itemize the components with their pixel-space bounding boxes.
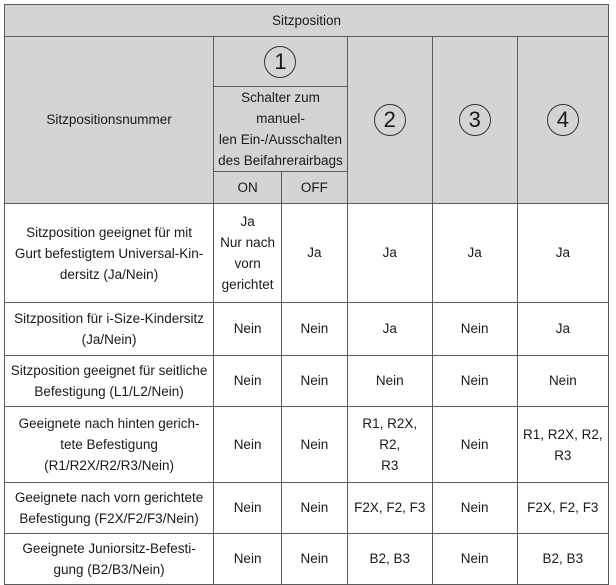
position-1-off-cell: Nein [282, 534, 348, 585]
row-label-line: gung (B2/B3/Nein) [53, 562, 165, 577]
cell-line: R1, R2X, R2, [362, 416, 418, 452]
row-label-line: Geeignete Juniorsitz-Befesti- [22, 541, 196, 556]
row-label-line: tete Befestigung [60, 437, 158, 452]
cell-line: R3 [381, 458, 399, 473]
table-row [5, 483, 609, 534]
off-header: OFF [282, 172, 348, 204]
position-1-on-cell [214, 356, 282, 407]
cell-line: B2, B3 [542, 551, 584, 566]
position-3-header [432, 37, 517, 204]
row-label-line: (R1/R2X/R2/R3/Nein) [44, 458, 174, 473]
position-2-circle: 2 [374, 104, 406, 136]
position-3-cell: Nein [432, 407, 517, 483]
position-2-cell [347, 483, 432, 534]
cell-line: B2, B3 [369, 551, 411, 566]
position-1-off-cell: Nein [282, 356, 348, 407]
position-1-header [214, 37, 348, 87]
position-3-circle: 3 [459, 104, 491, 136]
cell-line: Ja [555, 321, 570, 336]
cell-line: gerichtet [221, 277, 274, 292]
seat-position-table [4, 4, 609, 585]
cell-line: F2X, F2, F3 [354, 500, 426, 515]
table-row [5, 204, 609, 303]
position-4-cell [517, 407, 608, 483]
position-1-off-cell: Nein [282, 303, 348, 356]
position-3-cell: Nein [432, 356, 517, 407]
position-2-cell [347, 356, 432, 407]
position-1-off-cell: Nein [282, 483, 348, 534]
position-4-circle: 4 [547, 104, 579, 136]
cell-line: R3 [554, 447, 572, 463]
position-2-cell [347, 303, 432, 356]
airbag-switch-header [214, 87, 348, 172]
row-label-header: Sitzpositionsnummer [5, 37, 214, 204]
row-label-cell [5, 204, 214, 303]
row-label-cell [5, 483, 214, 534]
position-4-header [517, 37, 608, 204]
row-label-cell [5, 407, 214, 483]
row-label-line: Befestigung (L1/L2/Nein) [34, 384, 184, 399]
position-4-cell [517, 483, 608, 534]
cell-line: Nur nach [220, 235, 275, 250]
cell-line: Nein [233, 321, 262, 336]
cell-line: Ja [382, 321, 397, 336]
position-1-on-cell [214, 303, 282, 356]
position-2-header [347, 37, 432, 204]
position-1-on-cell [214, 534, 282, 585]
table-row [5, 356, 609, 407]
cell-line: Nein [375, 373, 404, 388]
position-3-cell: Nein [432, 303, 517, 356]
row-label-line: Sitzposition geeignet für mit [26, 224, 192, 240]
position-2-cell [347, 407, 432, 483]
position-1-on-cell [214, 483, 282, 534]
position-1-off-cell: Ja [282, 204, 348, 303]
table-row [5, 303, 609, 356]
position-4-cell [517, 534, 608, 585]
position-1-off-cell: Nein [282, 407, 348, 483]
cell-line: Nein [233, 500, 262, 515]
position-4-cell [517, 303, 608, 356]
position-3-cell: Ja [432, 204, 517, 303]
row-label-line: Gurt befestigtem Universal-Kin- [14, 245, 204, 261]
cell-line: F2X, F2, F3 [527, 500, 599, 515]
row-label-line: Geeignete nach hinten gerich- [18, 416, 200, 431]
position-number-row [5, 37, 609, 87]
position-1-on-cell [214, 407, 282, 483]
cell-line: vorn [234, 256, 261, 271]
switch-line: len Ein-/Ausschalten [218, 132, 342, 147]
position-1-on-cell [214, 204, 282, 303]
row-label-cell [5, 356, 214, 407]
cell-line: Ja [240, 214, 255, 229]
row-label-line: Befestigung (F2X/F2/F3/Nein) [19, 511, 199, 526]
position-2-cell [347, 204, 432, 303]
row-label-line: Geeignete nach vorn gerichtete [14, 490, 204, 505]
row-label-line: Sitzposition für i-Size-Kindersitz [14, 311, 204, 326]
position-3-cell: Nein [432, 534, 517, 585]
switch-line: Schalter zum manuel- [241, 90, 320, 126]
position-2-cell [347, 534, 432, 585]
row-label-cell [5, 534, 214, 585]
row-label-line: (Ja/Nein) [81, 332, 137, 347]
table-title: Sitzposition [5, 5, 609, 37]
cell-line: R1, R2X, R2, [523, 426, 603, 442]
row-label-line: dersitz (Ja/Nein) [59, 266, 159, 282]
row-label-line: Sitzposition geeignet für seitliche [10, 363, 208, 378]
on-header: ON [214, 172, 282, 204]
position-1-circle: 1 [264, 46, 296, 78]
position-4-cell [517, 356, 608, 407]
switch-line: des Beifahrerairbags [218, 153, 343, 168]
title-row [5, 5, 609, 37]
table-row [5, 407, 609, 483]
cell-line: Ja [555, 245, 570, 260]
cell-line: Nein [548, 373, 577, 388]
seat-position-table-wrapper [4, 4, 609, 585]
cell-line: Nein [233, 373, 262, 388]
row-label-cell [5, 303, 214, 356]
cell-line: Ja [382, 245, 397, 260]
cell-line: Nein [233, 436, 262, 452]
cell-line: Nein [233, 551, 262, 566]
position-3-cell: Nein [432, 483, 517, 534]
position-4-cell [517, 204, 608, 303]
table-row [5, 534, 609, 585]
